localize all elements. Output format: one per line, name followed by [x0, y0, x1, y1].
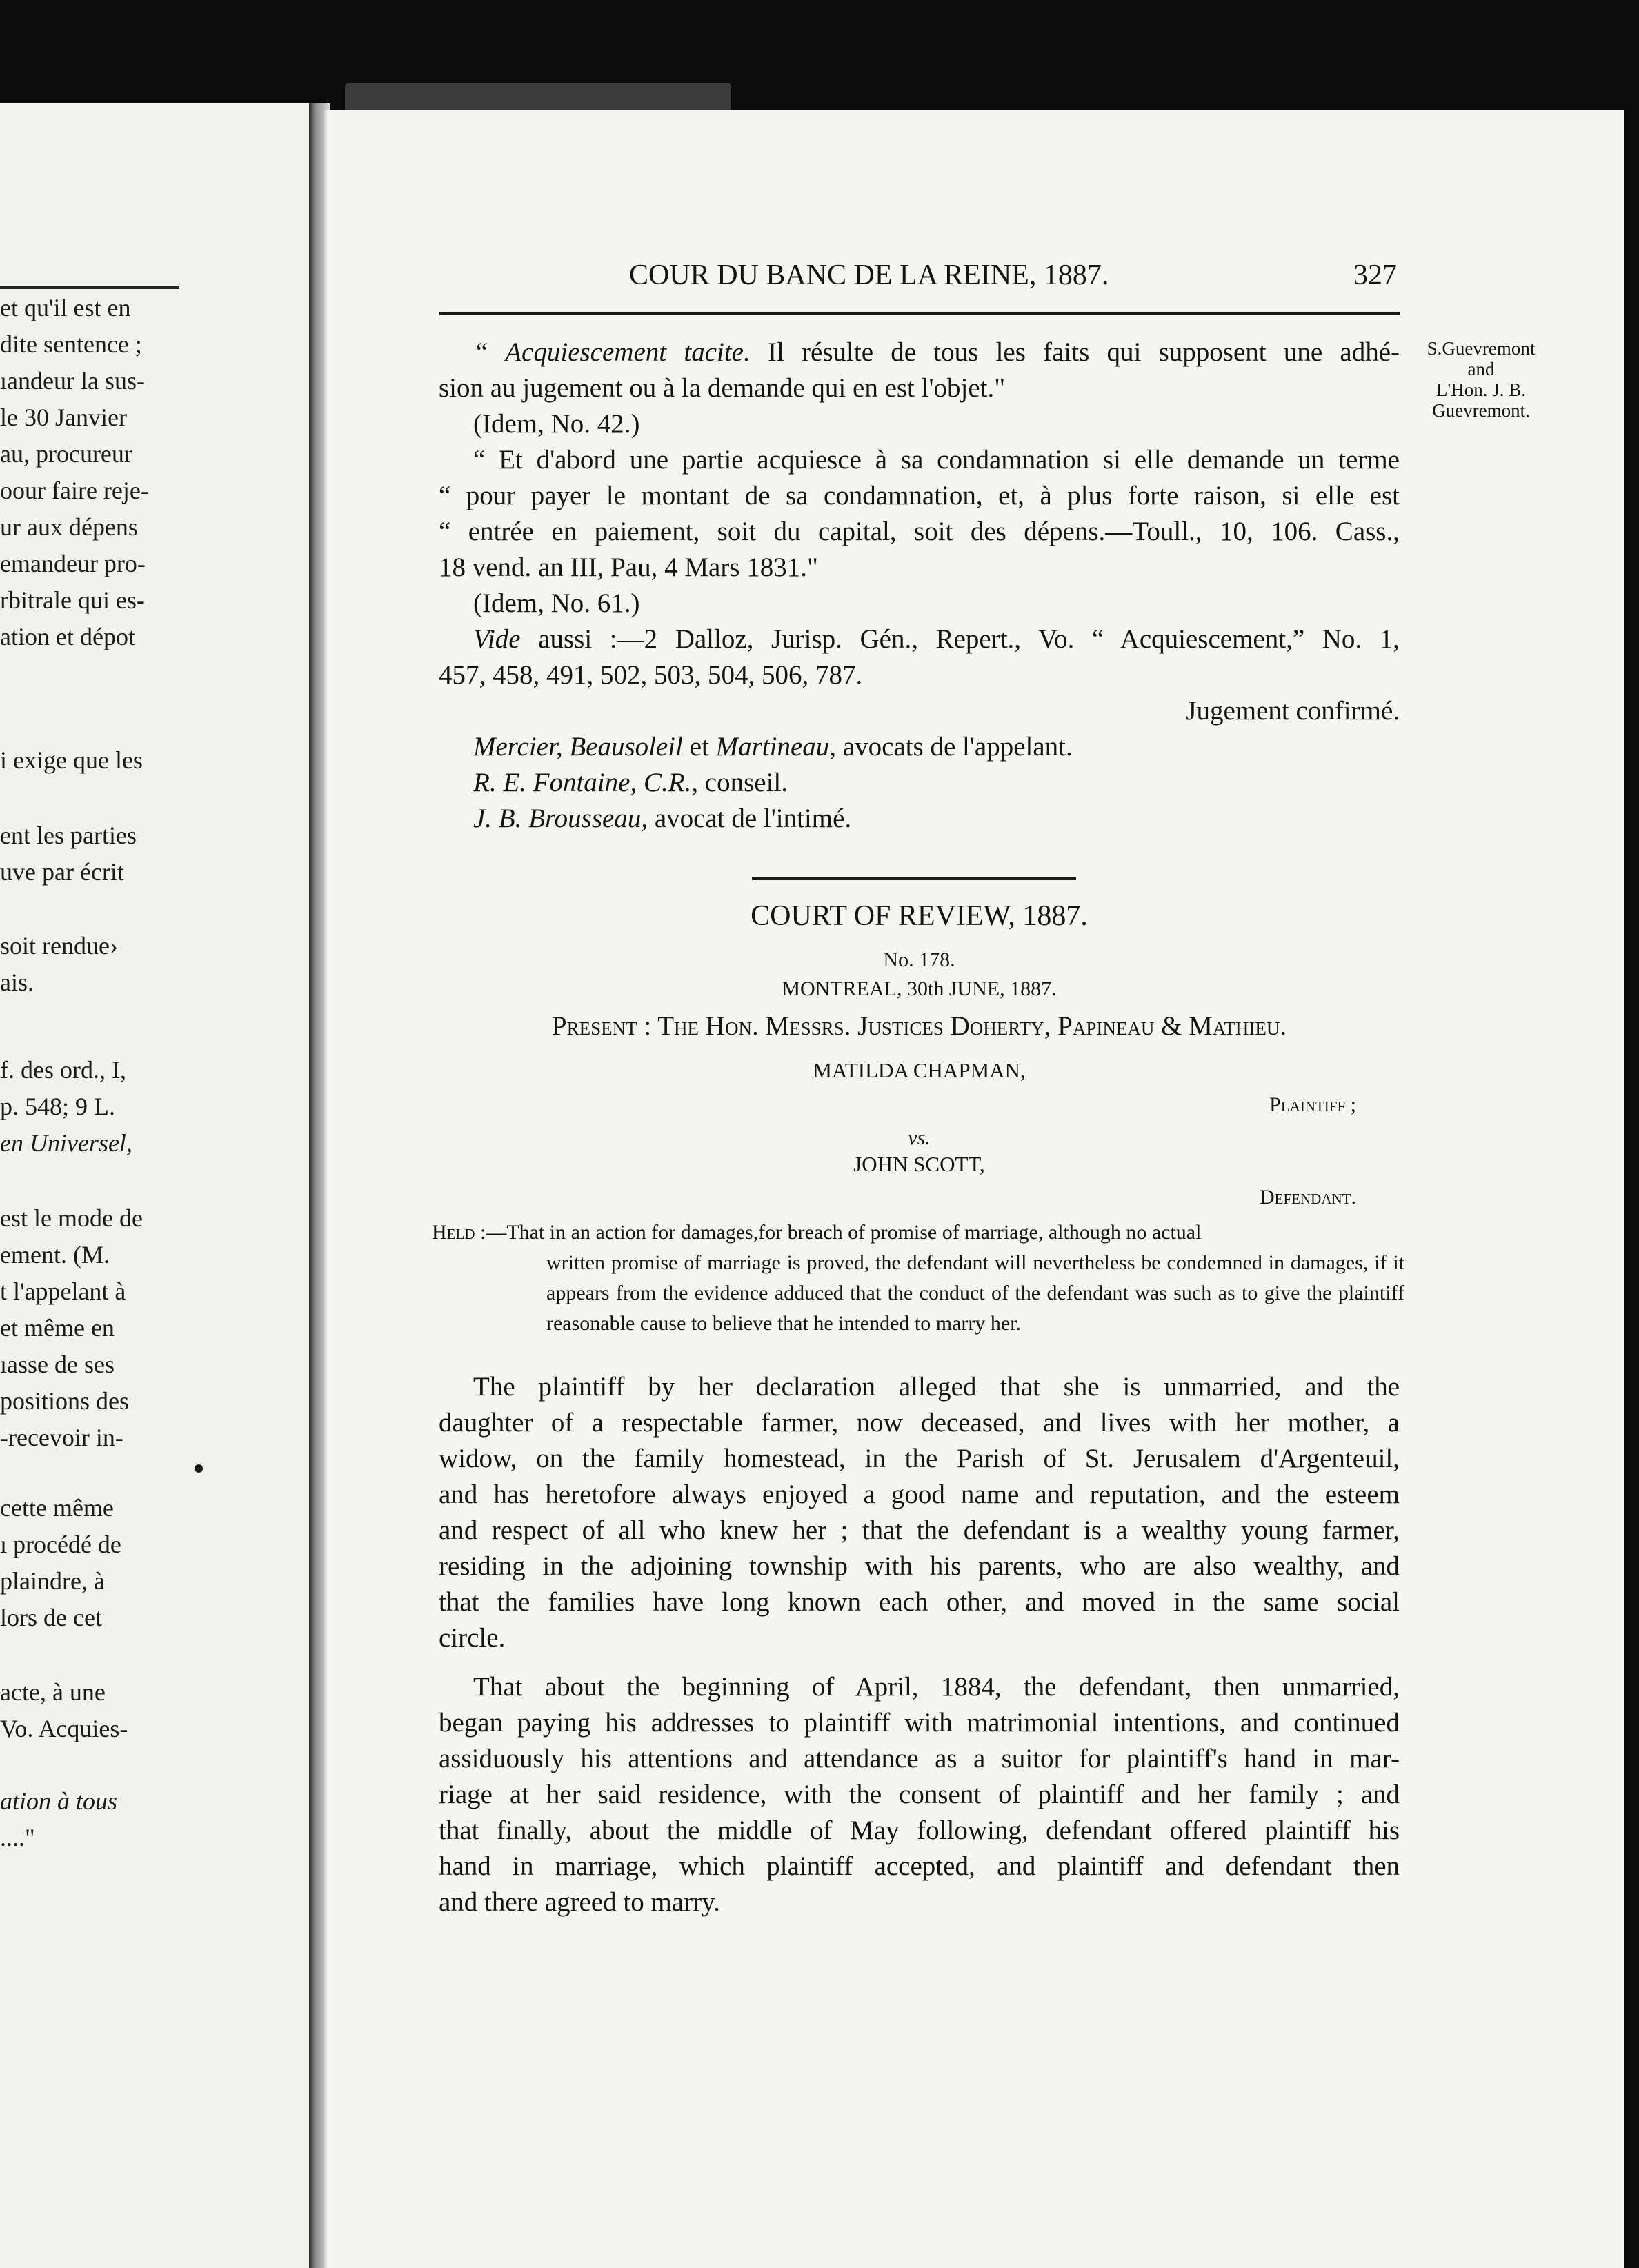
- defendant-name: JOHN SCOTT,: [853, 1152, 985, 1176]
- quote-line: sion au jugement ou à la demande qui en est l'objet.": [439, 373, 1006, 403]
- reference-text: aussi :—2 Dalloz, Jurisp. Gén., Repert., Vo. “ Acquiescement,” No. 1,: [520, 624, 1400, 654]
- fragment-line: ur aux dépens: [0, 513, 138, 541]
- judgment-result: Jugement confirmé.: [1186, 696, 1400, 726]
- quote-rest: Il résulte de tous les faits qui supposent une adhé-: [750, 337, 1400, 367]
- fragment-line: ı procédé de: [0, 1531, 121, 1558]
- fragment-line: oour faire reje-: [0, 477, 149, 504]
- held-label: Held :: [432, 1221, 486, 1244]
- body-line: assiduously his attentions and attendance as a suitor for plaintiff's hand in mar-: [439, 1744, 1400, 1773]
- body-line: widow, on the family homestead, in the Parish of St. Jerusalem d'Argenteuil,: [439, 1444, 1400, 1473]
- fragment-line: dite sentence ;: [0, 330, 142, 358]
- vide-word: Vide: [473, 624, 521, 654]
- fragment-line: acte, à une: [0, 1678, 106, 1706]
- quote-line: “ entrée en paiement, soit du capital, soit des dépens.—Toull., 10, 106. Cass.,: [439, 517, 1400, 546]
- fragment-line: ıandeur la sus-: [0, 367, 145, 395]
- reference-line: 457, 458, 491, 502, 503, 504, 506, 787.: [439, 660, 863, 690]
- headnote-rest: written promise of marriage is proved, the defendant will nevertheless be condemned in damages, if it appears from the evidence adduced that the conduct of the defendant was such as to give the plaintiff reasonable cause to believe that he intended to marry her.: [546, 1251, 1404, 1335]
- fragment-line: -recevoir in-: [0, 1424, 123, 1451]
- body-line: and has heretofore always enjoyed a good name and reputation, and the esteem: [439, 1480, 1400, 1509]
- margin-note-line: and: [1467, 359, 1495, 379]
- fragment-line: p. 548; 9 L.: [0, 1093, 115, 1120]
- counsel-line: [439, 801, 1400, 837]
- fragment-line: en Universel,: [0, 1129, 132, 1157]
- plaintiff-name: MATILDA CHAPMAN,: [813, 1058, 1026, 1082]
- margin-note: [1399, 338, 1563, 421]
- fragment-line: f. des ord., I,: [0, 1056, 126, 1084]
- counsel-names: J. B. Brousseau,: [473, 804, 648, 833]
- citation: (Idem, No. 42.): [473, 409, 640, 439]
- page-edge-shadow: [345, 83, 731, 113]
- fragment-line: et même en: [0, 1314, 115, 1342]
- fragment-line: plaindre, à: [0, 1567, 105, 1595]
- fragment-line: lors de cet: [0, 1604, 102, 1631]
- body-line: that the families have long known each other, and moved in the same social: [439, 1587, 1400, 1617]
- held-line1: —That in an action for damages,for breach of promise of marriage, although no actual: [486, 1221, 1202, 1244]
- fragment-line: ement. (M.: [0, 1241, 110, 1269]
- left-page-fragment: [0, 103, 309, 2268]
- quote-line: “ pour payer le montant de sa condamnation, et, à plus forte raison, si elle est: [439, 481, 1400, 510]
- fragment-line: uve par écrit: [0, 858, 124, 886]
- margin-note-line: L'Hon. J. B.: [1436, 379, 1527, 400]
- fragment-line: et qu'il est en: [0, 294, 131, 321]
- quote-line: “ Et d'abord une partie acquiesce à sa condamnation si elle demande un terme: [473, 445, 1400, 475]
- present-line: [439, 1008, 1400, 1044]
- court-title: COURT OF REVIEW, 1887.: [751, 900, 1088, 932]
- fragment-line: ent les parties: [0, 822, 137, 849]
- counsel-names: R. E. Fontaine, C.R.,: [473, 768, 699, 797]
- fragment-line: au, procureur: [0, 440, 132, 468]
- fragment-line: ais.: [0, 968, 34, 996]
- section-rule: [752, 877, 1076, 880]
- body-line: and there agreed to marry.: [439, 1887, 720, 1917]
- plaintiff-role: Plaintiff ;: [1269, 1093, 1356, 1116]
- versus: vs.: [908, 1126, 931, 1149]
- prior-case-text: [439, 335, 1400, 837]
- body-line: began paying his addresses to plaintiff with matrimonial intentions, and continued: [439, 1708, 1400, 1738]
- counsel-line: [439, 765, 1400, 801]
- fragment-line: soit rendue›: [0, 932, 118, 959]
- present-text: Present : The Hon. Messrs. Justices Doherty, Papineau & Mathieu.: [551, 1011, 1287, 1041]
- place-date: MONTREAL, 30th JUNE, 1887.: [782, 977, 1057, 1000]
- body-line: hand in marriage, which plaintiff accepted, and plaintiff and defendant then: [439, 1851, 1400, 1881]
- body-line: The plaintiff by her declaration alleged that she is unmarried, and the: [473, 1372, 1400, 1402]
- fragment-line: positions des: [0, 1387, 130, 1415]
- counsel-et: et: [682, 732, 716, 762]
- margin-note-line: S.Guevremont: [1427, 338, 1536, 359]
- fragment-line: cette même: [0, 1494, 114, 1522]
- fragment-line: ıasse de ses: [0, 1351, 115, 1378]
- body-line: riage at her said residence, with the consent of plaintiff and her family ; and: [439, 1780, 1400, 1809]
- counsel-role: avocats de l'appelant.: [836, 732, 1073, 762]
- defendant-role: Defendant.: [1260, 1186, 1356, 1208]
- fragment-line: rbitrale qui es-: [0, 586, 145, 614]
- fragment-line: ....": [0, 1824, 35, 1851]
- ink-dot: [195, 1464, 203, 1473]
- fragment-line: est le mode de: [0, 1204, 143, 1232]
- citation: (Idem, No. 61.): [473, 588, 640, 618]
- body-line: that finally, about the middle of May following, defendant offered plaintiff his: [439, 1816, 1400, 1845]
- fragment-line: i exige que les: [0, 746, 143, 774]
- reference-line: [439, 621, 1400, 657]
- running-title: COUR DU BANC DE LA REINE, 1887.: [629, 259, 1109, 291]
- margin-note-line: Guevremont.: [1432, 400, 1530, 421]
- quote-lead: “ Acquiescement tacite.: [473, 337, 751, 367]
- header-rule: [439, 312, 1400, 315]
- fragment-line: ation à tous: [0, 1787, 118, 1815]
- paragraph-2: [439, 1669, 1400, 1920]
- fragment-line: ation et dépot: [0, 623, 135, 650]
- headnote-first-line: [432, 1217, 1404, 1248]
- page-number: 327: [1353, 259, 1397, 291]
- counsel-line: [439, 729, 1400, 765]
- case-number: No. 178.: [883, 948, 955, 971]
- paragraph-1: [439, 1369, 1400, 1656]
- counsel-role: conseil.: [698, 768, 788, 797]
- counsel-names: Martineau,: [715, 732, 837, 762]
- body-line: and respect of all who knew her ; that the defendant is a wealthy young farmer,: [439, 1515, 1400, 1545]
- body-line: daughter of a respectable farmer, now deceased, and lives with her mother, a: [439, 1408, 1400, 1438]
- body-line: circle.: [439, 1623, 506, 1653]
- headnote: [432, 1217, 1404, 1339]
- quote-line: 18 vend. an III, Pau, 4 Mars 1831.": [439, 553, 818, 582]
- fragment-line: le 30 Janvier: [0, 404, 127, 431]
- fragment-line: t l'appelant à: [0, 1277, 126, 1305]
- body-line: That about the beginning of April, 1884, the defendant, then unmarried,: [473, 1672, 1400, 1702]
- fragment-line: emandeur pro-: [0, 550, 146, 577]
- counsel-role: avocat de l'intimé.: [648, 804, 852, 833]
- counsel-names: Mercier, Beausoleil: [473, 732, 683, 762]
- quote-line: [439, 335, 1400, 370]
- left-page-rule: [0, 286, 179, 289]
- fragment-line: Vo. Acquies-: [0, 1715, 128, 1742]
- body-line: residing in the adjoining township with his parents, who are also wealthy, and: [439, 1551, 1400, 1581]
